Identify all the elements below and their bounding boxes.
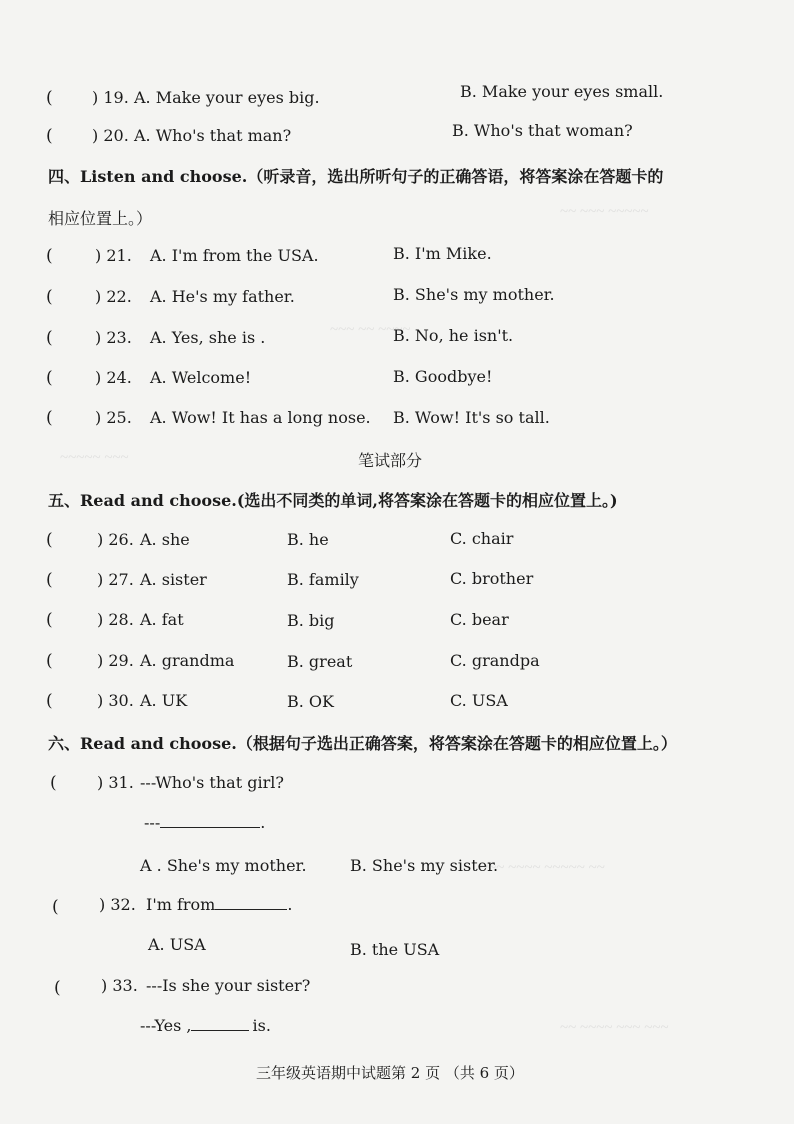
question-number: ) 33. xyxy=(101,976,138,995)
option-c: C. grandpa xyxy=(450,651,540,670)
option-a: A . She's my mother. xyxy=(140,856,307,875)
question-text: ---Is she your sister? xyxy=(146,976,311,995)
answer-paren[interactable]: ( xyxy=(46,287,53,307)
answer-line xyxy=(144,813,265,832)
answer-paren[interactable]: ( xyxy=(46,368,53,388)
answer-paren[interactable]: ( xyxy=(46,530,53,550)
question-suffix: . xyxy=(287,895,293,914)
question-line xyxy=(146,895,292,914)
option-c: C. brother xyxy=(450,569,534,588)
question-text: I'm from xyxy=(146,895,216,914)
option-b: B. big xyxy=(287,611,335,630)
option-a: A. she xyxy=(140,530,190,549)
question-text: ---Who's that girl? xyxy=(140,773,284,792)
question-number: ) 31. xyxy=(97,773,134,792)
option-b: B. She's my sister. xyxy=(350,856,499,875)
question-number: ) 30. xyxy=(97,691,134,710)
option-b: B. OK xyxy=(287,692,334,711)
section-heading: 四、Listen and choose.（听录音，选出所听句子的正确答语，将答案涂在答题卡的 xyxy=(48,167,664,186)
page-footer: 三年级英语期中试题第 2 页 （共 6 页） xyxy=(256,1064,524,1082)
option-b: B. he xyxy=(287,530,329,549)
question-number: ) 21. xyxy=(95,246,132,265)
answer-paren[interactable]: ( xyxy=(46,570,53,590)
question-number: ) 27. xyxy=(97,570,134,589)
option-b: B. great xyxy=(287,652,353,671)
bleed-through-text: ~~~~~ ~~~ xyxy=(60,450,129,466)
option-b: B. Make your eyes small. xyxy=(460,82,664,101)
option-a: A. I'm from the USA. xyxy=(150,246,319,265)
option-b: B. Wow! It's so tall. xyxy=(393,408,550,427)
question-number: ) 32. xyxy=(99,895,136,914)
answer-blank[interactable] xyxy=(191,1030,249,1031)
option-b: B. No, he isn't. xyxy=(393,326,514,345)
question-number: ) 25. xyxy=(95,408,132,427)
answer-paren[interactable]: ( xyxy=(54,978,61,998)
option-a: A. sister xyxy=(140,570,207,589)
question-number: ) 19. xyxy=(92,88,129,107)
answer-paren[interactable]: ( xyxy=(46,691,53,711)
option-a: A. Yes, she is . xyxy=(150,328,266,347)
answer-paren[interactable]: ( xyxy=(46,408,53,428)
bleed-through-text: ~~~ ~~~~ ~~~~~ ~~ xyxy=(480,860,605,876)
bleed-through-text: ~~ ~~~~ ~~~ ~~~ xyxy=(560,1020,669,1036)
question-number: ) 24. xyxy=(95,368,132,387)
answer-paren[interactable]: ( xyxy=(52,897,59,917)
option-c: C. USA xyxy=(450,691,508,710)
answer-paren[interactable]: ( xyxy=(46,651,53,671)
question-number: ) 28. xyxy=(97,610,134,629)
answer-suffix: is. xyxy=(252,1016,271,1035)
option-a: A. Who's that man? xyxy=(134,126,292,145)
answer-paren[interactable]: ( xyxy=(46,610,53,630)
answer-prefix: ---Yes , xyxy=(140,1016,192,1035)
option-b: B. I'm Mike. xyxy=(393,244,492,263)
option-a: A. UK xyxy=(140,691,188,710)
option-b: B. She's my mother. xyxy=(393,285,555,304)
answer-paren[interactable]: ( xyxy=(46,88,53,108)
option-c: C. chair xyxy=(450,529,514,548)
answer-blank[interactable] xyxy=(215,909,287,910)
option-b: B. family xyxy=(287,570,359,589)
answer-paren[interactable]: ( xyxy=(46,126,53,146)
option-b: B. the USA xyxy=(350,940,440,959)
option-a: A. Make your eyes big. xyxy=(134,88,320,107)
question-number: ) 22. xyxy=(95,287,132,306)
option-a: A. Wow! It has a long nose. xyxy=(150,408,371,427)
option-c: C. bear xyxy=(450,610,509,629)
option-a: A. He's my father. xyxy=(150,287,295,306)
answer-paren[interactable]: ( xyxy=(46,246,53,266)
section-heading: 五、Read and choose.(选出不同类的单词,将答案涂在答题卡的相应位置上。) xyxy=(48,491,618,510)
section-heading-cont: 相应位置上。） xyxy=(48,209,153,228)
question-number: ) 29. xyxy=(97,651,134,670)
option-a: A. fat xyxy=(140,610,184,629)
question-number: ) 26. xyxy=(97,530,134,549)
option-b: B. Who's that woman? xyxy=(452,121,633,140)
answer-prefix: --- xyxy=(144,813,161,832)
option-b: B. Goodbye! xyxy=(393,367,493,386)
answer-line xyxy=(140,1016,271,1035)
question-number: ) 23. xyxy=(95,328,132,347)
bleed-through-text: ~~ ~~~ ~~~~~ xyxy=(560,204,649,220)
option-a: A. USA xyxy=(148,935,206,954)
answer-paren[interactable]: ( xyxy=(46,328,53,348)
section-heading: 六、Read and choose.（根据句子选出正确答案，将答案涂在答题卡的相应位置上。） xyxy=(48,734,677,753)
answer-suffix: . xyxy=(260,813,266,832)
question-number: ) 20. xyxy=(92,126,129,145)
option-a: A. Welcome! xyxy=(150,368,252,387)
option-a: A. grandma xyxy=(140,651,235,670)
written-part-title: 笔试部分 xyxy=(358,451,423,470)
answer-blank[interactable] xyxy=(160,827,260,828)
answer-paren[interactable]: ( xyxy=(50,773,57,793)
bleed-through-text: ~~~ ~~ ~~~~ xyxy=(330,322,411,338)
